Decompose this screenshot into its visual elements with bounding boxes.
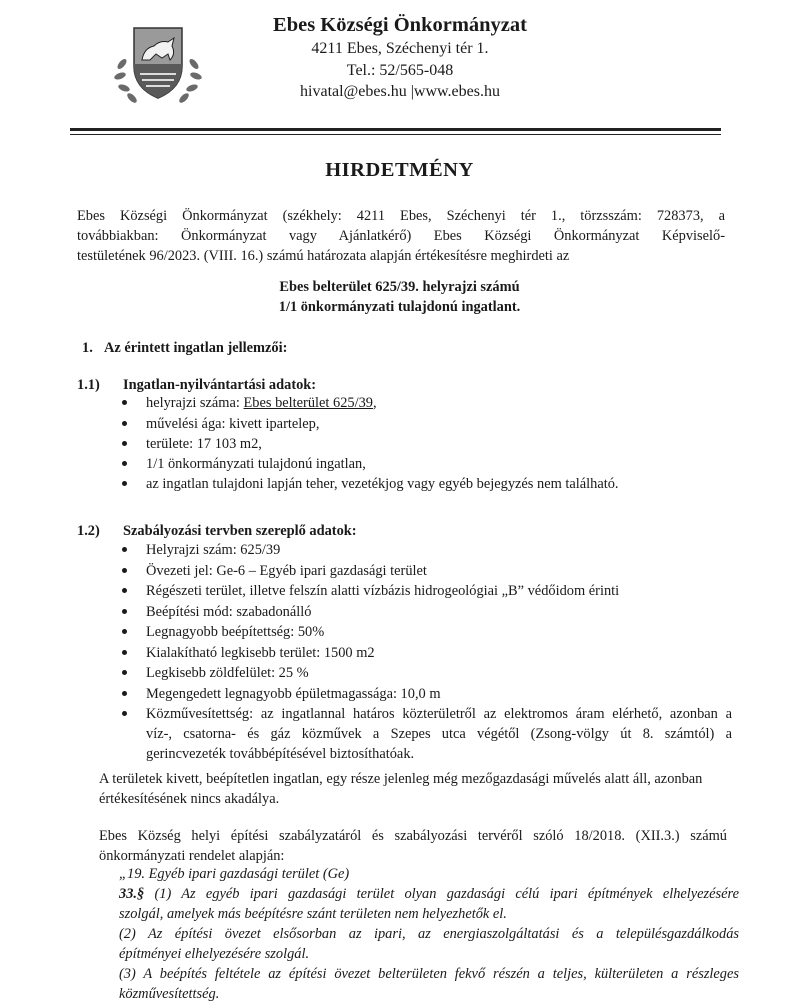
- organization-address: 4211 Ebes, Széchenyi tér 1.: [311, 40, 489, 57]
- section-1-2-title: Szabályozási tervben szereplő adatok:: [123, 523, 357, 539]
- bullet-icon: [122, 481, 127, 486]
- bullet-icon: [122, 670, 127, 675]
- utilities-line: gerincvezeték továbbépítésével biztosíthatóak.: [146, 746, 415, 762]
- list-item: Megengedett legnagyobb épületmagassága: 10,0 m: [122, 684, 742, 705]
- property-line-2: 1/1 önkormányzati tulajdonú ingatlant.: [278, 299, 521, 315]
- regulation-line: önkormányzati rendelet alapján:: [99, 848, 285, 864]
- list-item: Kialakítható legkisebb terület: 1500 m2: [122, 643, 742, 664]
- bullet-icon: [122, 629, 127, 634]
- regulation-quote: 33.§ (1) Az egyéb ipari gazdasági terület olyan gazdasági célú ipari építmények elhelyezésére szolgál, amelyek más beépítésre szánt területen nem helyezhetők el. (2) Az építési övezet elsősorban az ipari, az energiaszolgáltatási és a településgazdálkodás építményei elhelyezésére szolgál. (3) A beépítés feltétele az építési övezet belterületen fekvő részén a teljes, külterületen a részleges közművesítettség.: [119, 886, 739, 1002]
- list-item: Beépítési mód: szabadonálló: [122, 602, 742, 623]
- bullet-icon: [122, 547, 127, 552]
- organization-name: Ebes Községi Önkormányzat: [273, 14, 527, 36]
- section-1-1-number: 1.1): [77, 377, 100, 393]
- document-title: HIRDETMÉNY: [325, 159, 474, 181]
- utilities-line: Közművesítettség: az ingatlannal határos közterületről az elektromos áram elérhető, azonban a: [146, 706, 732, 722]
- bullet-icon: [122, 711, 127, 716]
- intro-line: továbbiakban: Önkormányzat vagy Ajánlatkérő) Ebes Községi Önkormányzat Képviselő-: [77, 228, 725, 244]
- intro-line: Ebes Községi Önkormányzat (székhely: 4211 Ebes, Széchenyi tér 1., törzsszám: 728373, a: [77, 208, 725, 224]
- list-item: Legkisebb zöldfelület: 25 %: [122, 663, 742, 684]
- list-item: 1/1 önkormányzati tulajdonú ingatlan,: [122, 454, 742, 475]
- bullet-icon: [122, 568, 127, 573]
- regulation-paragraph: [99, 826, 727, 866]
- section-1-title: Az érintett ingatlan jellemzői:: [104, 340, 288, 356]
- organization-phone: Tel.: 52/565-048: [346, 61, 454, 79]
- section-1-1-title: Ingatlan-nyilvántartási adatok:: [123, 377, 317, 393]
- intro-line: testületének 96/2023. (VIII. 16.) számú határozata alapján értékesítésre meghirdeti az: [77, 248, 570, 264]
- list-item: művelési ága: kivett ipartelep,: [122, 414, 742, 435]
- regulation-heading: „19. Egyéb ipari gazdasági terület (Ge): [119, 866, 350, 882]
- bullet-icon: [122, 691, 127, 696]
- bullet-icon: [122, 400, 127, 405]
- list-item: az ingatlan tulajdoni lapján teher, vezetékjog vagy egyéb bejegyzés nem található.: [122, 474, 742, 495]
- list-item: helyrajzi száma: Ebes belterület 625/39,: [122, 393, 742, 414]
- bullet-icon: [122, 588, 127, 593]
- bullet-icon: [122, 461, 127, 466]
- list-item: területe: 17 103 m2,: [122, 434, 742, 455]
- list-item: Helyrajzi szám: 625/39: [122, 540, 742, 561]
- list-item-utilities: [122, 704, 732, 764]
- header-divider-thin: [70, 134, 721, 135]
- intro-paragraph: [77, 206, 725, 266]
- organization-header: [250, 12, 550, 103]
- bullet-icon: [122, 441, 127, 446]
- header-divider-thick: [70, 128, 721, 131]
- section-mark: 33.§: [119, 886, 145, 902]
- bullet-icon: [122, 650, 127, 655]
- list-item: Régészeti terület, illetve felszín alatti vízbázis hidrogeológiai „B” védőidom érinti: [122, 581, 742, 602]
- regulation-line: Ebes Község helyi építési szabályzatáról és szabályozási tervéről szóló 18/2018. (XII.3.) számú: [99, 828, 727, 844]
- note-line: A területek kivett, beépítetlen ingatlan, egy része jelenleg még mezőgazdasági művelés alatt áll, azonban: [99, 771, 703, 787]
- section-1-2-number: 1.2): [77, 523, 100, 539]
- utilities-line: víz-, csatorna- és gáz közművek a Szepes utca végétől (Zsong-völgy út 8. számtól) a: [146, 726, 732, 742]
- bullet-icon: [122, 421, 127, 426]
- section-1-number: 1.: [82, 340, 93, 356]
- note-paragraph: [99, 769, 739, 809]
- organization-contact: hivatal@ebes.hu |www.ebes.hu: [300, 83, 500, 100]
- property-line-1: Ebes belterület 625/39. helyrajzi számú: [279, 279, 520, 295]
- bullet-icon: [122, 609, 127, 614]
- parcel-reference: Ebes belterület 625/39: [243, 395, 373, 411]
- coat-of-arms-icon: [112, 14, 204, 106]
- list-item: Legnagyobb beépítettség: 50%: [122, 622, 742, 643]
- note-line: értékesítésének nincs akadálya.: [99, 791, 280, 807]
- list-item: Övezeti jel: Ge-6 – Egyéb ipari gazdasági terület: [122, 561, 742, 582]
